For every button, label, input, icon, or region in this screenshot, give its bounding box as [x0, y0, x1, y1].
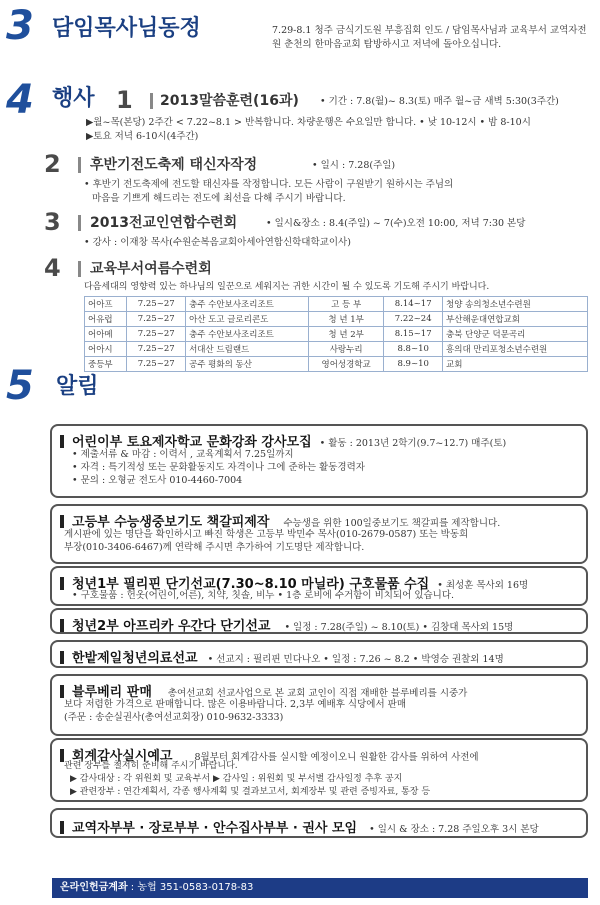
event-2-line-2: 마음을 기쁘게 해드리는 전도에 최선을 다해 주시기 바랍니다. [92, 193, 346, 204]
table-cell: 청양 송의청소년수련원 [443, 297, 588, 312]
table-row [85, 327, 588, 342]
bullet-mark [60, 619, 64, 632]
section-3-text [272, 24, 590, 52]
section-4-title: 행사 [52, 86, 95, 111]
bullet-mark [60, 685, 64, 698]
bullet-mark [60, 515, 64, 528]
bullet-mark [60, 821, 64, 834]
notice-line: 보다 저렴한 가격으로 판매합니다. 많은 이용바랍니다. 2,3부 예배후 식당에서 판매 [64, 699, 406, 710]
notice-line: • 제출서류 & 마감 : 이력서 , 교육계획서 7.25일까지 [72, 449, 294, 460]
table-cell: 중등부 [85, 357, 127, 372]
table-cell: 어유럽 [85, 312, 127, 327]
notice-line: 관련 장부를 철저히 준비해 주시기 바랍니다. [64, 761, 238, 771]
table-cell: 충주 수안보사조리조트 [186, 297, 309, 312]
notice-info: 8월부터 회계감사를 실시할 예정이오니 원활한 감사를 위하여 사전에 [194, 752, 479, 763]
table-cell: 사랑누리 [308, 342, 383, 357]
section-4-number: 4 [6, 77, 34, 123]
event-2-number: 2 [44, 150, 61, 178]
event-1-line-2: ▶토요 저녁 6-10시(4주간) [86, 131, 199, 142]
notice-line: 부장(010-3406-6467)께 연락해 주시면 추가하여 기도명단 제작합니다. [64, 542, 365, 553]
table-cell: 흥의대 만리포청소년수련원 [443, 342, 588, 357]
retreat-table [84, 296, 588, 372]
notice-info: • 선교지 : 필리핀 민다나오 • 일정 : 7.26 ~ 8.2 • 박영승 권찰외 14명 [207, 654, 504, 665]
section-5-title: 알림 [56, 374, 99, 399]
notice-info: 수능생을 위한 100일중보기도 책갈피를 제작합니다. [283, 518, 501, 529]
section-3-text-content: 7.29-8.1 청주 금식기도원 부흥집회 인도 / 담임목사님과 교육부서 교역자전원 춘천의 한마음교회 탐방하시고 저녁에 돌아오십니다. [272, 25, 587, 50]
table-cell: 8.8~10 [384, 342, 443, 357]
table-cell: 공주 평화의 동산 [186, 357, 309, 372]
notice-box [50, 738, 588, 802]
table-cell: 청 년 1부 [308, 312, 383, 327]
section-5-number: 5 [6, 363, 34, 409]
notice-line: • 자격 : 특기적성 또는 문화활동지도 자격이나 그에 준하는 활동경력자 [72, 462, 365, 473]
event-3-number: 3 [44, 208, 61, 236]
event-3-bar [78, 215, 81, 231]
table-cell: 7.25~27 [127, 297, 186, 312]
table-cell: 청 년 2부 [308, 327, 383, 342]
notice-line: 게시판에 있는 명단을 확인하시고 빠진 학생은 고등부 박민수 목사(010-2679-0587) 또는 박동희 [64, 529, 469, 540]
event-2-line-1: • 후반기 전도축제에 전도할 태신자를 작정합니다. 모든 사람이 구원받기 원하시는 주님의 [84, 179, 454, 190]
table-cell: 고 등 부 [308, 297, 383, 312]
table-cell: 어아메 [85, 327, 127, 342]
notice-title: 교역자부부 · 장로부부 · 안수집사부부 · 권사 모임 [72, 821, 358, 836]
notice-box [50, 504, 588, 564]
event-4-title: 교육부서여름수련회 [90, 261, 212, 277]
event-4-line-1: 다음세대의 영향력 있는 하나님의 일꾼으로 세워지는 귀한 시간이 될 수 있도록 기도해 주시기 바랍니다. [84, 282, 490, 292]
event-4-bar [78, 261, 81, 277]
table-cell: 충북 단양군 덕문곡리 [443, 327, 588, 342]
table-cell: 8.15~17 [384, 327, 443, 342]
notice-box [50, 674, 588, 736]
notice-title: 블루베리 판매 [72, 685, 152, 700]
event-4-number: 4 [44, 254, 61, 282]
bullet-mark [60, 577, 64, 590]
table-cell: 서대산 드림랜드 [186, 342, 309, 357]
account-label: 온라인헌금계좌 [60, 882, 128, 893]
table-row [85, 312, 588, 327]
table-cell: 7.25~27 [127, 327, 186, 342]
table-cell: 어아시 [85, 342, 127, 357]
table-cell: 7.22~24 [384, 312, 443, 327]
table-cell: 교회 [443, 357, 588, 372]
notice-title: 청년1부 필리핀 단기선교(7.30~8.10 마닐라) 구호물품 수집 [72, 577, 430, 592]
table-cell: 어아프 [85, 297, 127, 312]
notice-line: • 문의 : 오형균 전도사 010-4460-7004 [72, 475, 243, 486]
event-1-info: • 기간 : 7.8(월)~ 8.3(토) 매주 월~금 새벽 5:30(3주간) [320, 96, 559, 107]
table-cell: 8.9~10 [384, 357, 443, 372]
notice-box [50, 608, 588, 634]
table-cell: 7.25~27 [127, 312, 186, 327]
notice-line: ▶ 관련장부 : 연간계획서, 각종 행사계획 및 결과보고서, 회계장부 및 관련 증빙자료, 통장 등 [70, 787, 431, 797]
notice-title: 한밭제일청년의료선교 [72, 651, 198, 666]
table-cell: 영어성경학교 [308, 357, 383, 372]
table-cell: 8.14~17 [384, 297, 443, 312]
event-1-line-1: ▶월~목(본당) 2주간 < 7.22~8.1 > 반복합니다. 차량운행은 수요일만 합니다. • 낮 10-12시 • 밤 8-10시 [86, 117, 531, 128]
notice-box [50, 640, 588, 668]
table-cell: 부산해운대연합교회 [443, 312, 588, 327]
notice-info: 총여선교회 선교사업으로 본 교회 교인이 직접 재배한 블루베리를 시중가 [167, 688, 468, 699]
notice-info: • 활동 : 2013년 2학기(9.7~12.7) 매주(토) [319, 438, 507, 449]
notice-box [50, 808, 588, 838]
event-2-bar [78, 157, 81, 173]
event-1-bar [150, 93, 153, 109]
notice-info: • 최성훈 목사외 16명 [437, 580, 529, 591]
event-1-number: 1 [116, 86, 133, 114]
notice-line: ▶ 감사대상 : 각 위원회 및 교육부서 ▶ 감사일 : 위원회 및 부서별 감사일정 추후 공지 [70, 774, 403, 784]
section-3-title: 담임목사님동정 [52, 16, 201, 41]
notice-box [50, 424, 588, 498]
notice-title: 회계감사실시예고 [72, 749, 173, 764]
bullet-mark [60, 435, 64, 448]
account-number: : 농협 351-0583-0178-83 [127, 882, 254, 893]
table-cell: 7.25~27 [127, 357, 186, 372]
bullet-mark [60, 651, 64, 664]
table-cell: 7.25~27 [127, 342, 186, 357]
event-2-title: 후반기전도축제 태신자작정 [90, 157, 258, 173]
notice-title: 청년2부 아프리카 우간다 단기선교 [72, 619, 271, 634]
notice-info: • 일시 & 장소 : 7.28 주일오후 3시 본당 [369, 824, 539, 835]
event-2-info: • 일시 : 7.28(주일) [312, 160, 396, 171]
notice-info: • 일정 : 7.28(주일) ~ 8.10(토) • 김창대 목사외 15명 [284, 622, 514, 633]
notice-title: 어린이부 토요제자학교 문화강좌 강사모집 [72, 435, 312, 450]
table-row [85, 342, 588, 357]
section-3-number: 3 [6, 3, 34, 49]
event-3-line-1: • 강사 : 이재창 목사(수원순복음교회아세아연합신학대학교이사) [84, 237, 351, 248]
table-cell: 충주 수안보사조리조트 [186, 327, 309, 342]
event-3-info: • 일시&장소 : 8.4(주일) ~ 7(수)오전 10:00, 저녁 7:30 본당 [266, 218, 526, 229]
event-1-title: 2013말씀훈련(16과) [160, 93, 299, 109]
online-offering-account [52, 878, 588, 898]
notice-box [50, 566, 588, 606]
table-row [85, 297, 588, 312]
notice-line: (주문 : 송순실권사(총여선교회장) 010-9632-3333) [64, 712, 284, 723]
notice-title: 고등부 수능생중보기도 책갈피제작 [72, 515, 270, 530]
table-cell: 아산 도고 글로리콘도 [186, 312, 309, 327]
table-row [85, 357, 588, 372]
notice-line: • 구호물품 : 헌옷(어린이,어른), 치약, 칫솔, 비누 • 1층 로비에 수거함이 비치되어 있습니다. [72, 590, 455, 601]
event-3-title: 2013전교인연합수련회 [90, 215, 238, 231]
